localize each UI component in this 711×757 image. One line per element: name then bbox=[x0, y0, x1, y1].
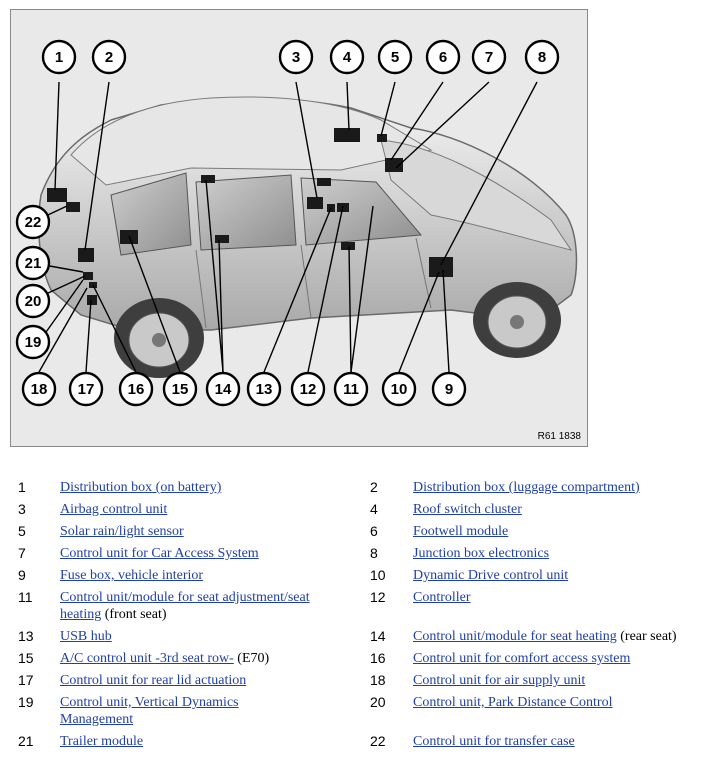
legend-number: 8 bbox=[370, 545, 378, 561]
legend-item bbox=[413, 694, 708, 711]
legend-item bbox=[60, 628, 350, 645]
svg-text:15: 15 bbox=[171, 381, 189, 398]
svg-text:12: 12 bbox=[299, 381, 317, 398]
svg-text:2: 2 bbox=[104, 49, 114, 66]
legend-link[interactable]: Control unit, Vertical Dynamics bbox=[60, 695, 239, 710]
legend-link[interactable]: Distribution box (on battery) bbox=[60, 480, 222, 495]
svg-text:6: 6 bbox=[438, 49, 448, 66]
legend-link[interactable]: Fuse box, vehicle interior bbox=[60, 568, 204, 583]
svg-text:11: 11 bbox=[343, 381, 359, 398]
callout-16 bbox=[120, 373, 152, 405]
legend-link[interactable]: Control unit for air supply unit bbox=[413, 673, 586, 688]
legend-link[interactable]: USB hub bbox=[60, 629, 112, 644]
legend-number: 7 bbox=[18, 545, 26, 561]
legend-item bbox=[60, 501, 350, 518]
legend-item bbox=[413, 501, 708, 518]
legend-link[interactable]: Control unit for comfort access system bbox=[413, 651, 631, 666]
legend-number: 21 bbox=[18, 733, 34, 749]
legend-item bbox=[60, 694, 350, 728]
legend-suffix: (E70) bbox=[237, 651, 270, 666]
svg-text:5: 5 bbox=[390, 49, 400, 66]
legend-item bbox=[60, 733, 350, 750]
vehicle-diagram bbox=[10, 9, 588, 447]
callout-20 bbox=[17, 285, 49, 317]
legend-suffix: (front seat) bbox=[104, 607, 167, 622]
legend-number: 2 bbox=[370, 479, 378, 495]
legend-item bbox=[60, 672, 350, 689]
callout-14 bbox=[207, 373, 239, 405]
callout-13 bbox=[248, 373, 280, 405]
front-wheel bbox=[473, 282, 561, 358]
legend-link[interactable]: Airbag control unit bbox=[60, 502, 168, 517]
callout-3 bbox=[280, 41, 312, 73]
callout-8 bbox=[526, 41, 558, 73]
legend-number: 3 bbox=[18, 501, 26, 517]
callout-11 bbox=[335, 373, 367, 405]
legend-item bbox=[413, 589, 708, 606]
legend-link[interactable]: Junction box electronics bbox=[413, 546, 550, 561]
legend-number: 10 bbox=[370, 567, 386, 583]
legend-link[interactable]: Solar rain/light sensor bbox=[60, 524, 184, 539]
legend-item bbox=[413, 479, 708, 496]
callout-7 bbox=[473, 41, 505, 73]
legend-link[interactable]: Distribution box (luggage compartment) bbox=[413, 480, 640, 495]
svg-text:14: 14 bbox=[214, 381, 232, 398]
legend-number: 14 bbox=[370, 628, 386, 644]
svg-text:20: 20 bbox=[24, 293, 42, 310]
legend-link[interactable]: A/C control unit -3rd seat row- bbox=[60, 651, 234, 666]
legend-link[interactable]: Control unit for rear lid actuation bbox=[60, 673, 247, 688]
svg-text:19: 19 bbox=[24, 334, 42, 351]
legend-item bbox=[413, 650, 708, 667]
svg-text:3: 3 bbox=[291, 49, 301, 66]
svg-text:22: 22 bbox=[24, 214, 42, 231]
legend-link[interactable]: Control unit, Park Distance Control bbox=[413, 695, 613, 710]
callout-17 bbox=[70, 373, 102, 405]
svg-text:8: 8 bbox=[537, 49, 547, 66]
vehicle-illustration bbox=[11, 10, 589, 448]
svg-text:16: 16 bbox=[127, 381, 145, 398]
legend-link[interactable]: Trailer module bbox=[60, 734, 144, 749]
legend-number: 16 bbox=[370, 650, 386, 666]
legend-link[interactable]: Roof switch cluster bbox=[413, 502, 522, 517]
legend-link[interactable]: Footwell module bbox=[413, 524, 509, 539]
callout-4 bbox=[331, 41, 363, 73]
callout-18 bbox=[23, 373, 55, 405]
legend-link[interactable]: Controller bbox=[413, 590, 471, 605]
svg-text:1: 1 bbox=[54, 49, 64, 66]
legend-link[interactable]: Management bbox=[60, 712, 134, 727]
legend-link[interactable]: Dynamic Drive control unit bbox=[413, 568, 569, 583]
legend-item bbox=[413, 523, 708, 540]
callout-15 bbox=[164, 373, 196, 405]
legend-number: 11 bbox=[18, 589, 33, 605]
callout-2 bbox=[93, 41, 125, 73]
legend-link[interactable]: Control unit for Car Access System bbox=[60, 546, 259, 561]
callout-19 bbox=[17, 326, 49, 358]
legend-number: 6 bbox=[370, 523, 378, 539]
figure-reference-code: R61 1838 bbox=[537, 431, 581, 442]
legend-item bbox=[60, 479, 350, 496]
legend-number: 17 bbox=[18, 672, 34, 688]
legend-link[interactable]: Control unit/module for seat adjustment/seat bbox=[60, 590, 310, 605]
svg-text:9: 9 bbox=[444, 381, 454, 398]
legend-number: 18 bbox=[370, 672, 386, 688]
callout-10 bbox=[383, 373, 415, 405]
legend-number: 22 bbox=[370, 733, 386, 749]
callout-21 bbox=[17, 247, 49, 279]
legend-item bbox=[60, 589, 350, 623]
svg-text:4: 4 bbox=[342, 49, 352, 66]
legend-item bbox=[60, 545, 350, 562]
legend-link[interactable]: Control unit for transfer case bbox=[413, 734, 575, 749]
svg-text:21: 21 bbox=[24, 255, 42, 272]
legend-suffix: (rear seat) bbox=[620, 629, 677, 644]
legend-number: 13 bbox=[18, 628, 34, 644]
legend-link[interactable]: Control unit/module for seat heating bbox=[413, 629, 617, 644]
legend-item bbox=[60, 523, 350, 540]
svg-text:7: 7 bbox=[484, 49, 494, 66]
svg-text:10: 10 bbox=[390, 381, 408, 398]
svg-text:18: 18 bbox=[30, 381, 48, 398]
legend-item bbox=[413, 567, 708, 584]
legend-link[interactable]: heating bbox=[60, 607, 102, 622]
rear-wheel bbox=[114, 298, 204, 378]
callout-22 bbox=[17, 206, 49, 238]
legend-number: 4 bbox=[370, 501, 378, 517]
legend-number: 20 bbox=[370, 694, 386, 710]
legend-number: 5 bbox=[18, 523, 26, 539]
legend-item bbox=[60, 567, 350, 584]
callout-1 bbox=[43, 41, 75, 73]
svg-text:13: 13 bbox=[255, 381, 273, 398]
callout-9 bbox=[433, 373, 465, 405]
legend-item bbox=[413, 545, 708, 562]
legend-number: 9 bbox=[18, 567, 26, 583]
legend-item bbox=[413, 672, 708, 689]
callout-5 bbox=[379, 41, 411, 73]
svg-text:17: 17 bbox=[77, 381, 95, 398]
legend-item bbox=[60, 650, 350, 667]
legend-number: 19 bbox=[18, 694, 34, 710]
legend-number: 12 bbox=[370, 589, 386, 605]
legend-number: 15 bbox=[18, 650, 34, 666]
legend-number: 1 bbox=[18, 479, 26, 495]
callout-12 bbox=[292, 373, 324, 405]
legend-item bbox=[413, 628, 708, 645]
callout-6 bbox=[427, 41, 459, 73]
legend-item bbox=[413, 733, 708, 750]
